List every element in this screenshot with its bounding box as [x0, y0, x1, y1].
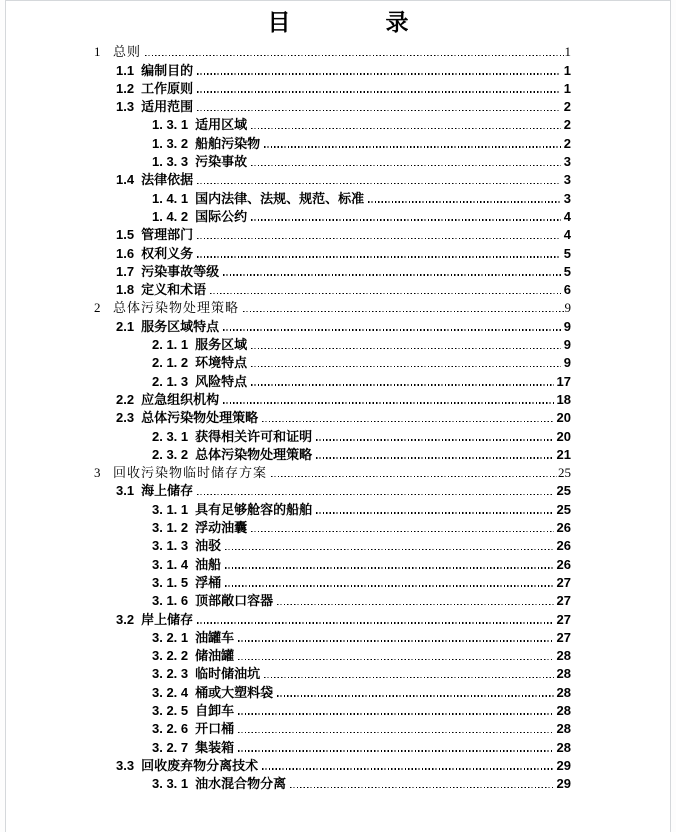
toc-entry-number: 1.8 [116, 282, 135, 298]
toc-entry[interactable] [152, 773, 571, 791]
toc-entry-page: 26 [556, 556, 571, 572]
toc-entry-label: 法律依据 [141, 172, 194, 188]
toc-entry-label: 国内法律、法规、规范、标准 [195, 190, 365, 206]
toc-entry-number: 3. 1. 1 [152, 501, 189, 517]
toc-leader-dots [197, 256, 561, 258]
toc-entry-label: 开口桶 [195, 721, 235, 737]
toc-entry-page: 6 [563, 282, 571, 298]
toc-entry[interactable] [152, 444, 571, 462]
toc-entry[interactable] [116, 315, 571, 333]
toc-entry[interactable] [152, 151, 571, 169]
toc-entry-label: 油驳 [195, 538, 222, 554]
toc-entry[interactable] [116, 261, 571, 279]
toc-entry-number: 3. 1. 6 [152, 593, 189, 609]
toc-entry-number: 2.3 [116, 410, 135, 426]
toc-entry-label: 浮桶 [195, 574, 222, 590]
toc-entry-number: 3. 2. 4 [152, 684, 189, 700]
toc-entry[interactable] [116, 242, 571, 260]
toc-entry[interactable] [116, 608, 571, 626]
toc-entry-page: 26 [556, 538, 571, 554]
toc-entry-page: 3 [563, 190, 571, 206]
toc-entry-number: 3. 1. 5 [152, 574, 189, 590]
toc-leader-dots [271, 476, 557, 478]
toc-entry-number: 2. 3. 1 [152, 428, 189, 444]
toc-entry-label: 回收废弃物分离技术 [141, 757, 259, 773]
toc-entry[interactable] [152, 627, 571, 645]
toc-entry-page: 18 [556, 391, 571, 407]
toc-leader-dots [238, 640, 553, 642]
toc-entry-label: 管理部门 [141, 227, 194, 243]
toc-entry-number: 3.2 [116, 611, 135, 627]
toc-entry-label: 油船 [195, 556, 222, 572]
toc-entry-page: 29 [556, 776, 571, 792]
toc-entry-label: 船舶污染物 [195, 135, 261, 151]
toc-leader-dots [251, 348, 561, 350]
toc-entry-page: 17 [556, 373, 571, 389]
toc-entry-label: 总体污染物处理策略 [195, 446, 313, 462]
toc-entry-number: 3. 2. 6 [152, 721, 189, 737]
toc-entry-number: 1.6 [116, 245, 135, 261]
toc-leader-dots [316, 457, 553, 459]
toc-entry-label: 获得相关许可和证明 [195, 428, 313, 444]
toc-entry-page: 27 [556, 611, 571, 627]
toc-leader-dots [251, 531, 553, 533]
toc-entry-label: 适用区域 [195, 117, 248, 133]
toc-entry-page: 1 [563, 62, 571, 78]
toc-entry-page: 3 [563, 172, 571, 188]
toc-entry-number: 3. 1. 3 [152, 538, 189, 554]
toc-entry[interactable] [152, 187, 571, 205]
toc-entry[interactable] [116, 224, 571, 242]
toc-entry-label: 总体污染物处理策略 [141, 410, 259, 426]
toc-entry-number: 2.2 [116, 391, 135, 407]
toc-entry[interactable] [116, 389, 571, 407]
toc-leader-dots [223, 402, 553, 404]
toc-entry-page: 3 [563, 154, 571, 170]
toc-entry[interactable] [152, 352, 571, 370]
toc-entry-label: 国际公约 [195, 208, 248, 224]
toc-entry-page: 25 [558, 465, 571, 481]
toc-entry[interactable] [152, 132, 571, 150]
toc-entry-label: 储油罐 [195, 648, 235, 664]
toc-entry-number: 3.1 [116, 483, 135, 499]
toc-leader-dots [197, 622, 553, 624]
toc-entry[interactable] [116, 78, 571, 96]
toc-entry-label: 回收污染物临时储存方案 [113, 465, 268, 481]
toc-entry-number: 1. 4. 1 [152, 190, 189, 206]
toc-entry-number: 2 [94, 300, 101, 316]
toc-leader-dots [197, 73, 561, 75]
toc-leader-dots [251, 219, 561, 221]
toc-leader-dots [264, 677, 553, 679]
toc-entry-label: 污染事故 [195, 154, 248, 170]
toc-entry-number: 1.1 [116, 62, 135, 78]
toc-entry[interactable] [94, 297, 571, 315]
toc-leader-dots [197, 110, 561, 112]
toc-leader-dots [251, 165, 561, 167]
toc-entry-number: 3. 1. 4 [152, 556, 189, 572]
toc-entry[interactable] [116, 96, 571, 114]
toc-title-char-right: 录 [385, 9, 409, 35]
toc-entry-number: 1.3 [116, 99, 135, 115]
toc-entry[interactable] [116, 480, 571, 498]
toc-list [6, 41, 670, 791]
toc-entry-number: 3. 2. 3 [152, 666, 189, 682]
toc-entry-label: 总则 [113, 44, 142, 60]
toc-entry-page: 4 [563, 227, 571, 243]
toc-entry-label: 编制目的 [141, 62, 194, 78]
toc-entry[interactable] [116, 755, 571, 773]
toc-entry-number: 1.2 [116, 80, 135, 96]
toc-leader-dots [238, 659, 553, 661]
toc-leader-dots [238, 713, 553, 715]
toc-entry[interactable] [94, 462, 571, 480]
toc-leader-dots [223, 274, 561, 276]
toc-leader-dots [277, 695, 553, 697]
toc-leader-dots [368, 201, 561, 203]
toc-entry[interactable] [152, 572, 571, 590]
toc-entry[interactable] [152, 718, 571, 736]
toc-leader-dots [316, 512, 553, 514]
toc-entry[interactable] [152, 590, 571, 608]
toc-entry[interactable] [152, 535, 571, 553]
toc-entry-page: 20 [556, 410, 571, 426]
toc-leader-dots [251, 128, 561, 130]
toc-entry-page: 1 [563, 80, 571, 96]
toc-entry[interactable] [94, 41, 571, 59]
toc-entry-page: 2 [563, 117, 571, 133]
toc-entry-page: 25 [556, 483, 571, 499]
toc-entry-number: 1 [94, 44, 101, 60]
toc-entry-page: 5 [563, 245, 571, 261]
toc-entry[interactable] [152, 206, 571, 224]
toc-leader-dots [210, 293, 561, 295]
toc-entry[interactable] [116, 169, 571, 187]
toc-entry-label: 应急组织机构 [141, 391, 220, 407]
toc-entry-label: 污染事故等级 [141, 263, 220, 279]
toc-entry-label: 自卸车 [195, 702, 235, 718]
toc-entry-number: 1.5 [116, 227, 135, 243]
toc-entry[interactable] [152, 114, 571, 132]
toc-entry-page: 9 [563, 337, 571, 353]
toc-leader-dots [238, 750, 553, 752]
toc-entry[interactable] [152, 425, 571, 443]
toc-entry-page: 28 [556, 702, 571, 718]
toc-entry-label: 集装箱 [195, 739, 235, 755]
toc-entry-number: 3. 2. 7 [152, 739, 189, 755]
toc-entry[interactable] [152, 681, 571, 699]
toc-leader-dots [145, 55, 563, 57]
toc-leader-dots [264, 146, 561, 148]
toc-entry-page: 9 [563, 355, 571, 371]
toc-entry-page: 28 [556, 684, 571, 700]
toc-leader-dots [225, 567, 553, 569]
toc-leader-dots [225, 549, 553, 551]
toc-leader-dots [223, 329, 561, 331]
toc-entry-number: 2. 1. 1 [152, 337, 189, 353]
toc-entry-label: 海上储存 [141, 483, 194, 499]
toc-entry-number: 1. 3. 1 [152, 117, 189, 133]
toc-leader-dots [277, 604, 553, 606]
toc-leader-dots [262, 421, 553, 423]
toc-leader-dots [238, 732, 553, 734]
toc-entry-label: 浮动油囊 [195, 520, 248, 536]
toc-entry-label: 具有足够舱容的船舶 [195, 501, 313, 517]
toc-entry-number: 2. 1. 3 [152, 373, 189, 389]
toc-entry[interactable] [116, 279, 571, 297]
toc-entry-number: 3 [94, 465, 101, 481]
toc-leader-dots [225, 585, 553, 587]
toc-entry-page: 27 [556, 574, 571, 590]
toc-entry-page: 5 [563, 263, 571, 279]
toc-entry-label: 风险特点 [195, 373, 248, 389]
toc-entry-page: 29 [556, 757, 571, 773]
toc-leader-dots [197, 238, 561, 240]
toc-entry-number: 3. 1. 2 [152, 520, 189, 536]
toc-entry-number: 1. 4. 2 [152, 208, 189, 224]
toc-entry-page: 4 [563, 208, 571, 224]
toc-entry-number: 1.7 [116, 263, 135, 279]
toc-entry-page: 9 [564, 300, 571, 316]
toc-entry-label: 服务区域特点 [141, 318, 220, 334]
toc-leader-dots [251, 384, 553, 386]
toc-entry-label: 油罐车 [195, 629, 235, 645]
toc-leader-dots [197, 494, 553, 496]
toc-entry-number: 3. 2. 1 [152, 629, 189, 645]
toc-entry-label: 定义和术语 [141, 282, 207, 298]
toc-entry-label: 权利义务 [141, 245, 194, 261]
toc-entry-label: 环境特点 [195, 355, 248, 371]
toc-entry-page: 28 [556, 739, 571, 755]
toc-entry[interactable] [152, 370, 571, 388]
toc-entry-page: 2 [563, 99, 571, 115]
toc-leader-dots [197, 91, 561, 93]
toc-entry-label: 顶部敞口容器 [195, 593, 274, 609]
toc-entry-number: 2. 1. 2 [152, 355, 189, 371]
toc-entry-page: 28 [556, 648, 571, 664]
toc-entry[interactable] [152, 334, 571, 352]
toc-entry[interactable] [152, 736, 571, 754]
toc-entry-page: 27 [556, 629, 571, 645]
document-page [5, 0, 671, 832]
toc-entry-page: 25 [556, 501, 571, 517]
toc-entry-page: 21 [556, 446, 571, 462]
toc-entry-label: 服务区域 [195, 337, 248, 353]
toc-entry-page: 9 [563, 318, 571, 334]
toc-entry[interactable] [116, 59, 571, 77]
toc-leader-dots [262, 768, 553, 770]
toc-entry[interactable] [152, 700, 571, 718]
toc-entry[interactable] [152, 645, 571, 663]
toc-entry-label: 临时储油坑 [195, 666, 261, 682]
toc-entry-number: 3. 2. 2 [152, 648, 189, 664]
toc-leader-dots [243, 311, 563, 313]
toc-entry-label: 适用范围 [141, 99, 194, 115]
toc-entry-label: 工作原则 [141, 80, 194, 96]
toc-entry-label: 桶或大塑料袋 [195, 684, 274, 700]
toc-entry-page: 27 [556, 593, 571, 609]
toc-entry-number: 1. 3. 3 [152, 154, 189, 170]
toc-entry-number: 3. 3. 1 [152, 776, 189, 792]
toc-title-char-left: 目 [267, 9, 291, 35]
toc-entry-page: 1 [564, 44, 571, 60]
toc-entry-number: 1. 3. 2 [152, 135, 189, 151]
toc-entry-number: 3. 2. 5 [152, 702, 189, 718]
toc-entry-label: 油水混合物分离 [195, 776, 287, 792]
toc-entry[interactable] [116, 407, 571, 425]
toc-leader-dots [197, 183, 561, 185]
toc-leader-dots [316, 439, 553, 441]
toc-entry[interactable] [152, 517, 571, 535]
toc-leader-dots [290, 787, 553, 789]
toc-entry-number: 1.4 [116, 172, 135, 188]
toc-leader-dots [251, 366, 561, 368]
toc-entry-label: 岸上储存 [141, 611, 194, 627]
toc-title [6, 6, 670, 35]
toc-entry-page: 28 [556, 721, 571, 737]
toc-entry-number: 3.3 [116, 757, 135, 773]
toc-entry-label: 总体污染物处理策略 [113, 300, 240, 316]
toc-entry-page: 20 [556, 428, 571, 444]
toc-entry-page: 26 [556, 520, 571, 536]
toc-entry[interactable] [152, 663, 571, 681]
toc-entry-page: 2 [563, 135, 571, 151]
toc-entry-number: 2.1 [116, 318, 135, 334]
toc-entry[interactable] [152, 498, 571, 516]
toc-entry[interactable] [152, 553, 571, 571]
toc-entry-number: 2. 3. 2 [152, 446, 189, 462]
toc-entry-page: 28 [556, 666, 571, 682]
